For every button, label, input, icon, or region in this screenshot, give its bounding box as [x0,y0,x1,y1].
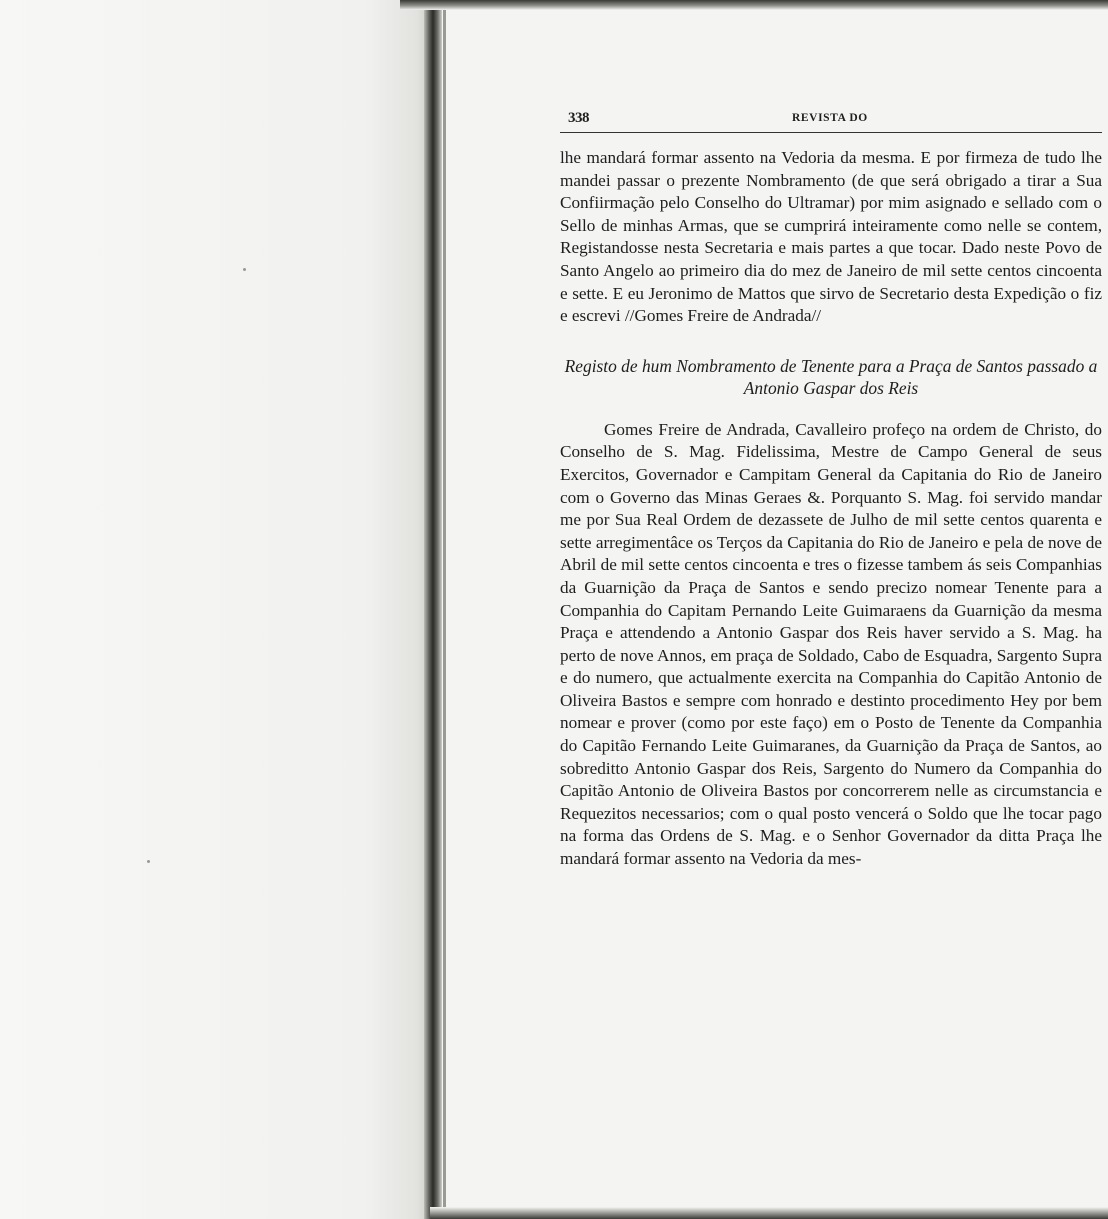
page-body [560,147,1102,871]
page-bottom-edge [430,1207,1108,1219]
book-page [560,108,1102,871]
paragraph-nomination: Gomes Freire de Andrada, Cavalleiro profeço na ordem de Christo, do Conselho de S. Mag. Fidelissima, Mestre de Campo General de seus Exercitos, Governador e Campitam General da Capitania do Rio de Janeiro com o Governo das Minas Geraes &. Porquanto S. Mag. foi servido mandar me por Sua Real Ordem de dezassete de Julho de mil sette centos quarenta e sette arregimentâce os Terços da Capitania do Rio de Janeiro e pela de nove de Abril de mil sette centos cincoenta e tres o fizesse tambem ás seis Companhias da Guarnição da Praça de Santos e sendo precizo nomear Tenente para a Companhia do Capitam Pernando Leite Guimaraens da Guarnição da mesma Praça e attendendo a Antonio Gaspar dos Reis haver servido a S. Mag. ha perto de nove Annos, em praça de Soldado, Cabo de Esquadra, Sargento Supra e do numero, que actualmente exercita na Companhia do Capitão Antonio de Oliveira Bastos e sempre com honrado e destinto procedimento Hey por bem nomear e prover (como por este faço) em o Posto de Tenente da Companhia do Capitão Fernando Leite Guimaranes, da Guarnição da Praça de Santos, ao sobreditto Antonio Gaspar dos Reis, Sargento do Numero da Companhia do Capitão Antonio de Oliveira Bastos por concorrerem nelle as circumstancia e Requezitos necessarios; com o qual posto vencerá o Soldo que lhe tocar pago na forma das Ordens de S. Mag. e o Senhor Governador da ditta Praça lhe mandará formar assento na Vedoria da mes- [560,419,1102,869]
page-number: 338 [568,110,589,126]
section-heading: Registo de hum Nombramento de Tenente para a Praça de Santos passado a Antonio Gaspar dos Reis [564,355,1098,398]
scan-speck [147,860,150,863]
page-gutter [0,0,430,1219]
book-spine-edge [443,0,446,1219]
scan-speck [243,268,246,271]
running-title: REVISTA DO [792,112,868,124]
running-head [560,108,1102,133]
book-spine [424,0,442,1219]
paragraph-continuation: lhe mandará formar assento na Vedoria da mesma. E por firmeza de tudo lhe mandei passar o prezente Nombramento (de que será obrigado a tirar a Sua Confiirmação pelo Conselho do Ultramar) por mim asignado e sellado com o Sello de minhas Armas, que se cumprirá inteiramente como nelle se contem, Registandosse nesta Secretaria e mais partes a que tocar. Dado neste Povo de Santo Angelo ao primeiro dia do mez de Janeiro de mil sette centos cincoenta e sette. E eu Jeronimo de Mattos que sirvo de Secretario desta Expedição o fiz e escrevi //Gomes Freire de Andrada// [560,148,1102,326]
page-top-edge [400,0,1108,10]
